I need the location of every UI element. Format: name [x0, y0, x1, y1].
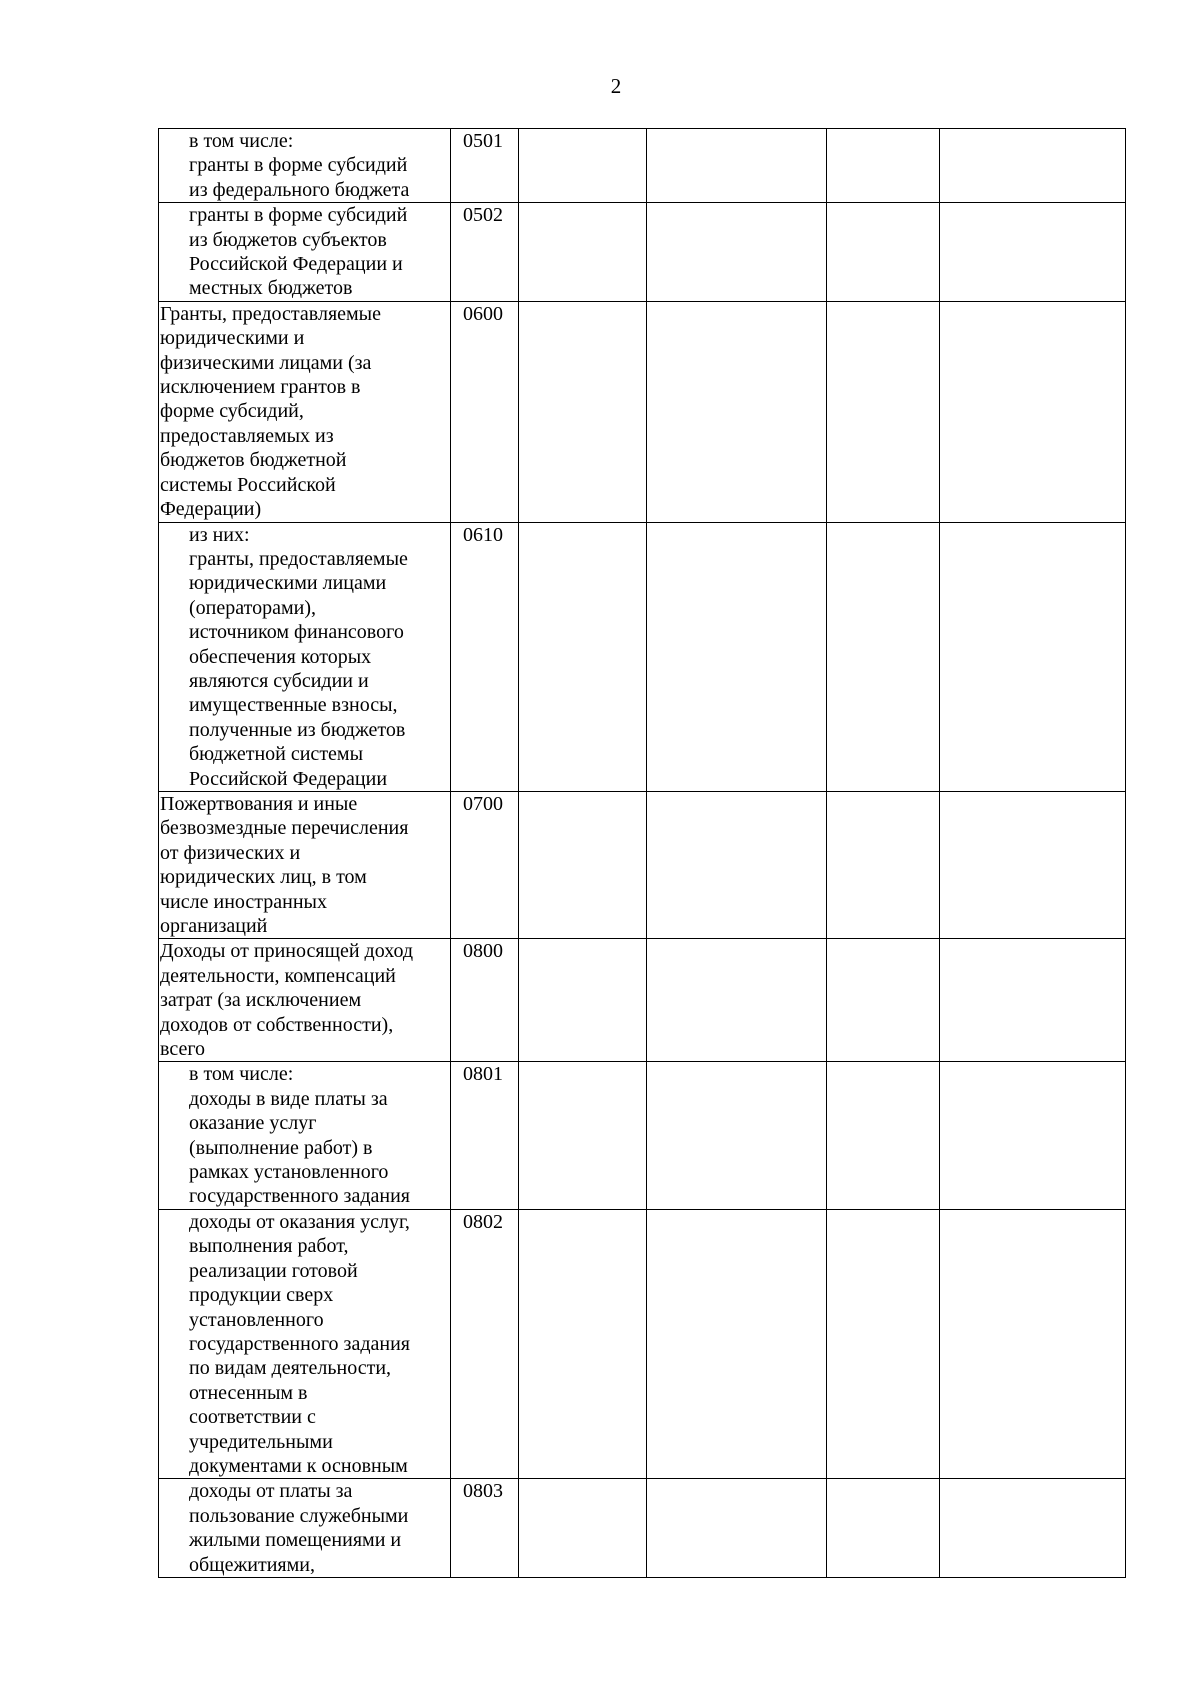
value-cell	[519, 129, 647, 203]
table-row	[159, 203, 1126, 302]
page-number: 2	[610, 74, 622, 98]
table-row	[159, 301, 1126, 522]
value-cell	[647, 939, 827, 1062]
row-name: доходы от оказания услуг, выполнения работ, реализации готовой продукции сверх установленного государственного задания по видам деятельности, отнесенным в соответствии с учредительными документами к основным	[189, 1210, 410, 1477]
table-row	[159, 129, 1126, 203]
value-cell	[940, 1209, 1126, 1478]
row-name: гранты в форме субсидий из бюджетов субъектов Российской Федерации и местных бюджетов	[189, 204, 408, 300]
value-cell	[647, 1209, 827, 1478]
report-table	[158, 128, 1126, 1578]
value-cell	[940, 1062, 1126, 1209]
row-code: 0700	[463, 792, 503, 815]
row-name: Пожертвования и иные безвозмездные перечисления от физических и юридических лиц, в том числе иностранных организаций	[160, 792, 409, 937]
value-cell	[827, 203, 940, 302]
row-name: доходы от платы за пользование служебными жилыми помещениями и общежитиями,	[189, 1480, 409, 1576]
value-cell	[940, 301, 1126, 522]
value-cell	[647, 203, 827, 302]
row-name-cell	[159, 129, 451, 203]
value-cell	[647, 129, 827, 203]
row-name-cell	[159, 939, 451, 1062]
row-code: 0802	[463, 1210, 503, 1233]
row-code-cell	[451, 301, 519, 522]
row-code-cell	[451, 1209, 519, 1478]
value-cell	[827, 522, 940, 791]
value-cell	[647, 1479, 827, 1578]
value-cell	[519, 203, 647, 302]
value-cell	[940, 939, 1126, 1062]
value-cell	[940, 522, 1126, 791]
row-code: 0803	[463, 1480, 503, 1503]
row-code: 0800	[463, 940, 503, 963]
row-code-cell	[451, 129, 519, 203]
row-name-cell	[159, 522, 451, 791]
value-cell	[940, 791, 1126, 938]
row-code: 0502	[463, 204, 503, 227]
value-cell	[940, 1479, 1126, 1578]
table-row	[159, 1479, 1126, 1578]
row-name: Доходы от приносящей доход деятельности, компенсаций затрат (за исключением доходов от собственности), всего	[160, 940, 414, 1061]
row-name-cell	[159, 301, 451, 522]
table-row	[159, 522, 1126, 791]
value-cell	[647, 522, 827, 791]
row-name-cell	[159, 1209, 451, 1478]
value-cell	[827, 1209, 940, 1478]
table-row	[159, 1062, 1126, 1209]
row-name: из них: гранты, предоставляемые юридическими лицами (операторами), источником финансового обеспечения которых являются субсидии и имущественные взносы, полученные из бюджетов бюджетной системы Российской Федерации	[189, 523, 408, 790]
value-cell	[519, 939, 647, 1062]
row-code: 0801	[463, 1063, 503, 1086]
value-cell	[647, 301, 827, 522]
row-code-cell	[451, 939, 519, 1062]
value-cell	[647, 1062, 827, 1209]
value-cell	[827, 1479, 940, 1578]
table-row	[159, 939, 1126, 1062]
value-cell	[519, 1062, 647, 1209]
value-cell	[519, 791, 647, 938]
row-name-cell	[159, 203, 451, 302]
report-table-body	[159, 129, 1126, 1578]
row-code-cell	[451, 791, 519, 938]
row-name-cell	[159, 1062, 451, 1209]
value-cell	[519, 522, 647, 791]
value-cell	[827, 939, 940, 1062]
row-name: в том числе: гранты в форме субсидий из федерального бюджета	[189, 130, 410, 201]
row-name-cell	[159, 1479, 451, 1578]
row-name-cell	[159, 791, 451, 938]
value-cell	[827, 791, 940, 938]
row-code-cell	[451, 203, 519, 302]
value-cell	[519, 301, 647, 522]
table-row	[159, 1209, 1126, 1478]
row-code: 0610	[463, 523, 503, 546]
value-cell	[940, 129, 1126, 203]
value-cell	[827, 129, 940, 203]
row-code-cell	[451, 1479, 519, 1578]
value-cell	[827, 1062, 940, 1209]
value-cell	[519, 1479, 647, 1578]
table-row	[159, 791, 1126, 938]
value-cell	[519, 1209, 647, 1478]
row-code: 0501	[463, 130, 503, 152]
value-cell	[827, 301, 940, 522]
row-code-cell	[451, 522, 519, 791]
value-cell	[940, 203, 1126, 302]
value-cell	[647, 791, 827, 938]
row-code: 0600	[463, 302, 503, 325]
row-code-cell	[451, 1062, 519, 1209]
row-name: в том числе: доходы в виде платы за оказание услуг (выполнение работ) в рамках установленного государственного задания	[189, 1063, 410, 1208]
row-name: Гранты, предоставляемые юридическими и физическими лицами (за исключением грантов в форме субсидий, предоставляемых из бюджетов бюджетной системы Российской Федерации)	[160, 302, 381, 521]
